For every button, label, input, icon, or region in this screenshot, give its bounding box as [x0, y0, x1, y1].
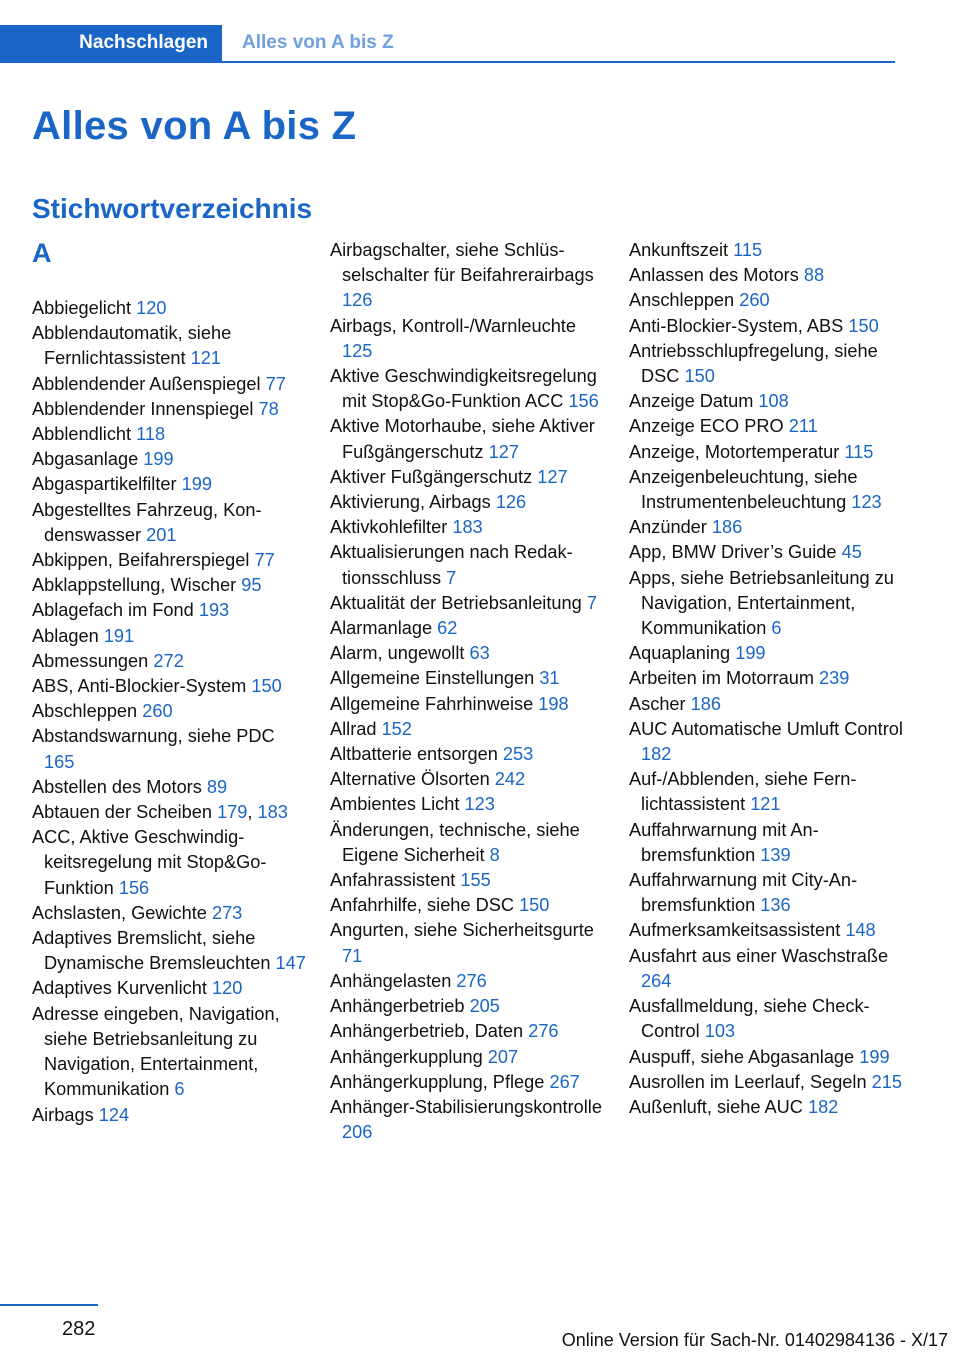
index-entry	[32, 598, 307, 623]
page-link[interactable]: 198	[538, 693, 569, 714]
index-entry-text: Anhängerkupplung	[330, 1046, 483, 1067]
page-link[interactable]: 150	[519, 895, 550, 916]
index-entry	[330, 893, 605, 918]
index-entry	[629, 540, 904, 565]
index-entry-text: Ausfahrt aus einer Waschstraße	[629, 945, 889, 966]
page-link[interactable]: 123	[851, 492, 882, 513]
section-title: Stichwortverzeichnis	[32, 193, 313, 224]
index-entry	[32, 724, 307, 774]
index-entry-text: Achslasten, Gewichte	[32, 902, 207, 923]
page-link[interactable]: 186	[711, 517, 743, 538]
page-link[interactable]: 77	[254, 550, 275, 571]
header-rule	[0, 61, 895, 63]
index-column-2	[330, 238, 605, 1145]
index-entry	[330, 414, 605, 464]
index-entry-text: Aktiver Fußgängerschutz	[330, 466, 533, 487]
index-entry-text: ACC, Aktive Geschwindigkeitsregelung mit Stop&Go-Funktion	[32, 827, 267, 898]
index-entry-text: Anzeige, Motortemperatur	[629, 441, 840, 462]
index-entry	[330, 641, 605, 666]
index-entry-text: Außenluft, siehe AUC	[629, 1096, 803, 1117]
page-link[interactable]: 155	[460, 870, 491, 891]
index-entry-text: AUC Automatische Umluft Control	[629, 718, 903, 739]
index-entry-text: Auffahrwarnung mit Anbremsfunktion	[629, 819, 819, 865]
index-entry-text: Anhängerbetrieb	[330, 996, 465, 1017]
index-entry	[330, 994, 605, 1019]
page-number: 282	[62, 1318, 96, 1340]
index-entry	[629, 263, 904, 288]
page-link[interactable]: 201	[146, 524, 177, 545]
page-title: Alles von A bis Z	[32, 104, 357, 148]
index-entry-text: Ambientes Licht	[330, 794, 460, 815]
index-entry	[629, 1070, 904, 1095]
index-entry-text: Aktivkohlefilter	[330, 517, 448, 538]
index-entry-text: Abblendender Außenspiegel	[32, 373, 261, 394]
index-entry-text: Airbagschalter, siehe Schlüsselschalter für Beifahrerairbags	[330, 240, 594, 286]
index-entry	[32, 775, 307, 800]
index-entry	[32, 624, 307, 649]
index-entry-text: Abschleppen	[32, 701, 138, 722]
index-entry-text: ABS, Anti-Blockier-System	[32, 676, 247, 697]
page-link[interactable]: 125	[342, 340, 373, 361]
index-entry	[330, 1045, 605, 1070]
page-link[interactable]: 147	[275, 953, 306, 974]
index-entry	[629, 465, 904, 515]
page-link[interactable]: 88	[803, 265, 825, 286]
index-entry	[629, 566, 904, 642]
index-entry	[32, 699, 307, 724]
index-entry-text: Apps, siehe Betriebsanleitung zu Navigation, Entertainment, Kommunikation	[629, 567, 894, 639]
index-entry-text: Anti-Blockier-System, ABS	[629, 315, 844, 336]
page-link[interactable]: 253	[502, 744, 534, 765]
page-link[interactable]: 272	[153, 650, 184, 671]
page-link[interactable]: 6	[771, 618, 782, 639]
page-link[interactable]: 63	[469, 643, 490, 664]
page-link[interactable]: 121	[190, 348, 221, 369]
index-column-1	[32, 238, 307, 1128]
index-entry	[330, 238, 605, 314]
index-entry-text: Anfahrhilfe, siehe DSC	[330, 895, 514, 916]
index-entry-text: Antriebsschlupfregelung, siehe DSC	[629, 340, 878, 387]
tab-alles-von-a-bis-z[interactable]	[242, 25, 394, 61]
index-entry	[629, 1095, 904, 1120]
index-entry	[629, 666, 904, 691]
page-link[interactable]: 260	[739, 290, 770, 311]
page-link[interactable]: 103	[704, 1021, 736, 1042]
page-link[interactable]: 77	[265, 373, 286, 394]
index-entry-text: Aktualisierungen nach Redaktionsschluss	[330, 542, 573, 588]
page-link[interactable]: 7	[586, 592, 597, 613]
index-entry	[32, 498, 307, 548]
index-entry	[330, 692, 605, 717]
index-entry	[629, 1045, 904, 1070]
index-entry	[629, 314, 904, 339]
page-link[interactable]: 120	[211, 978, 243, 999]
page-link[interactable]: 179	[217, 802, 248, 823]
page-link[interactable]: 148	[845, 920, 876, 941]
index-entry-text: Abkippen, Beifahrerspiegel	[32, 550, 250, 571]
page-link[interactable]: 150	[848, 315, 879, 336]
index-entry	[330, 792, 605, 817]
page-link[interactable]: 186	[690, 693, 722, 714]
index-entry	[32, 674, 307, 699]
page-link[interactable]: 115	[733, 240, 763, 260]
page-link[interactable]: 191	[103, 625, 135, 646]
index-entry-text: Anhängelasten	[330, 970, 452, 991]
page-link[interactable]: 7	[446, 567, 457, 588]
index-entry	[32, 649, 307, 674]
index-entry-text: Abblendlicht	[32, 424, 132, 445]
index-entry-text: Angurten, siehe Sicherheitsgurte	[330, 920, 594, 941]
page-link[interactable]: 45	[841, 542, 862, 563]
index-entry: Abtauen der Scheiben 179, 183	[32, 802, 288, 823]
index-entry-text: Anzeigenbeleuchtung, siehe Instrumentenbeleuchtung	[629, 466, 858, 513]
page-link[interactable]: 118	[136, 424, 166, 445]
index-entry-text: Abmessungen	[32, 650, 149, 671]
index-entry-text: Anzünder	[629, 517, 707, 538]
page-link[interactable]: 127	[488, 441, 519, 462]
index-entry	[32, 447, 307, 472]
page-link[interactable]: 139	[760, 844, 791, 865]
index-entry	[629, 238, 904, 263]
index-entry-text: Ausrollen im Leerlauf, Segeln	[629, 1071, 867, 1092]
page-link[interactable]: 260	[142, 701, 173, 722]
index-entry-text: Abstellen des Motors	[32, 776, 202, 797]
page-link[interactable]: 89	[206, 776, 228, 797]
footer-online-version: Online Version für Sach-Nr. 01402984136 - X/17	[561, 1330, 948, 1350]
index-entry	[330, 717, 605, 742]
page-link[interactable]: 182	[807, 1096, 839, 1117]
index-entry-text: Aktive Motorhaube, siehe Aktiver Fußgängerschutz	[330, 416, 595, 462]
index-entry	[32, 422, 307, 447]
page-link[interactable]: 273	[211, 902, 243, 923]
index-entry-text: Abtauen der Scheiben	[32, 802, 212, 823]
index-entry	[330, 742, 605, 767]
index-entry	[32, 926, 307, 976]
index-entry-text: Abgaspartikelfilter	[32, 474, 177, 495]
page-link[interactable]: 78	[258, 398, 279, 419]
index-entry-text: Anzeige ECO PRO	[629, 416, 784, 437]
index-entry	[629, 868, 904, 918]
index-entry	[32, 296, 307, 321]
index-entry-text: Anschleppen	[629, 290, 735, 311]
index-entry-text: Aktivierung, Airbags	[330, 492, 491, 513]
index-column-3	[629, 238, 904, 1120]
index-entry	[629, 994, 904, 1044]
index-entry-text: Alarmanlage	[330, 618, 433, 639]
page-link[interactable]: 156	[568, 391, 599, 412]
index-entry-text: Aquaplaning	[629, 643, 731, 664]
index-entry-text: Ablagen	[32, 625, 99, 646]
index-entry-text: Aktive Geschwindigkeitsregelung mit Stop&Go-Funktion ACC	[330, 366, 597, 412]
index-entry	[330, 918, 605, 968]
index-entry	[629, 389, 904, 414]
index-entry-text: Abstandswarnung, siehe PDC	[32, 726, 275, 747]
page-link[interactable]: 239	[819, 668, 850, 689]
page-link[interactable]: 8	[489, 844, 500, 865]
page-link[interactable]: 264	[641, 970, 672, 991]
page-link[interactable]: 6	[174, 1079, 185, 1100]
index-entry-text: Allgemeine Fahrhinweise	[330, 693, 534, 714]
index-entry	[330, 1070, 605, 1095]
index-entry-text: Abbiegelicht	[32, 298, 132, 318]
index-entry	[32, 1002, 307, 1103]
header-tabbar	[0, 25, 895, 63]
index-entry-text: Allgemeine Einstellungen	[330, 668, 535, 689]
index-entry	[32, 472, 307, 497]
index-entry	[330, 515, 605, 540]
index-entry-text: Anhänger-Stabilisierungskontrolle	[330, 1096, 602, 1117]
index-entry-text: Anzeige Datum	[629, 391, 754, 412]
page-link[interactable]: 211	[788, 416, 818, 437]
index-entry-text: Auffahrwarnung mit City-Anbremsfunktion	[629, 870, 858, 916]
index-entry	[32, 573, 307, 598]
index-entry	[330, 364, 605, 414]
index-entry	[629, 692, 904, 717]
index-entry	[629, 339, 904, 389]
index-entry-text: Adresse eingeben, Navigation, siehe Betriebsanleitung zu Navigation, Entertainment, Kommunikation	[32, 1003, 280, 1100]
index-entry	[32, 548, 307, 573]
page-link[interactable]: 182	[641, 744, 672, 765]
index-entry-text: Abklappstellung, Wischer	[32, 575, 237, 596]
page-link[interactable]: 205	[469, 996, 500, 1017]
index-entry	[629, 918, 904, 943]
index-entry-text: Änderungen, technische, siehe Eigene Sicherheit	[330, 819, 580, 865]
page-link[interactable]: 267	[549, 1071, 580, 1092]
page-link[interactable]: 215	[871, 1071, 903, 1092]
index-entry-text: Allrad	[330, 718, 377, 739]
index-entry-text: Alarm, ungewollt	[330, 643, 465, 664]
page-link[interactable]: 150	[251, 676, 282, 697]
index-entry	[330, 818, 605, 868]
page-link[interactable]: 183	[452, 517, 483, 538]
index-entry	[330, 591, 605, 616]
index-entry-text: Ausfallmeldung, siehe Check-Control	[629, 996, 870, 1042]
page-link[interactable]: 136	[760, 895, 791, 916]
page-link[interactable]: 183	[257, 802, 288, 823]
index-entry	[330, 767, 605, 792]
tab-nachschlagen-label: Nachschlagen	[79, 32, 208, 53]
index-entry	[629, 944, 904, 994]
index-entry-text: Anlassen des Motors	[629, 265, 799, 286]
index-entry	[330, 540, 605, 590]
page-link[interactable]: 127	[537, 466, 568, 487]
page-link[interactable]: 156	[118, 877, 150, 898]
index-entry-text: Adaptives Kurvenlicht	[32, 978, 207, 999]
index-entry-text: Ascher	[629, 693, 686, 714]
index-entry-text: Auf-/Abblenden, siehe Fernlichtassistent	[629, 769, 857, 815]
page-link[interactable]: 124	[98, 1104, 130, 1125]
page-link[interactable]: 150	[684, 366, 715, 387]
index-entry	[330, 616, 605, 641]
tab-nachschlagen[interactable]	[0, 25, 222, 61]
index-entry	[330, 666, 605, 691]
page-link[interactable]: 31	[539, 668, 560, 689]
page-link[interactable]: 121	[750, 794, 781, 815]
page-link[interactable]: 206	[342, 1122, 373, 1143]
page-link[interactable]: 207	[487, 1046, 519, 1067]
index-entry-text: Aktualität der Betriebsanleitung	[330, 592, 582, 613]
index-entry	[32, 321, 307, 371]
page-link[interactable]: 193	[198, 600, 230, 621]
index-entry-text: Abblendender Innenspiegel	[32, 398, 254, 419]
page-number-rule	[0, 1304, 98, 1306]
index-entry	[629, 440, 904, 465]
page-link[interactable]: 95	[241, 575, 262, 596]
page-link[interactable]: 276	[528, 1021, 559, 1042]
index-entry	[330, 1095, 605, 1145]
page-link[interactable]: 199	[181, 474, 212, 495]
page-link[interactable]: 108	[758, 391, 789, 412]
page-link[interactable]: 199	[143, 449, 174, 470]
index-entry-text: Ablagefach im Fond	[32, 600, 194, 621]
index-entry-text: Abgestelltes Fahrzeug, Kondenswasser	[32, 499, 262, 545]
index-entry-text: Auspuff, siehe Abgasanlage	[629, 1046, 855, 1067]
page-link[interactable]: 126	[495, 492, 527, 513]
tab-alles-label: Alles von A bis Z	[242, 32, 394, 53]
index-entry	[629, 414, 904, 439]
index-entry-text: Aufmerksamkeitsassistent	[629, 920, 841, 941]
page-link[interactable]: 199	[859, 1046, 890, 1067]
index-entry	[330, 868, 605, 893]
index-entry	[629, 288, 904, 313]
index-entry-text: Alternative Ölsorten	[330, 769, 490, 790]
index-entry-text: Abgasanlage	[32, 449, 139, 470]
index-entry	[32, 1103, 307, 1128]
page-link[interactable]: 71	[342, 945, 363, 966]
index-entry-text: Adaptives Bremslicht, siehe Dynamische Bremsleuchten	[32, 928, 271, 974]
page-link[interactable]: 165	[44, 751, 75, 772]
index-entry	[330, 314, 605, 364]
index-entry	[629, 717, 904, 767]
index-entry	[330, 969, 605, 994]
page-link[interactable]: 120	[136, 298, 167, 318]
index-entry	[330, 465, 605, 490]
index-entry	[32, 372, 307, 397]
index-entry	[330, 1019, 605, 1044]
index-entry-text: Arbeiten im Motorraum	[629, 668, 814, 689]
index-entry-text: App, BMW Driver’s Guide	[629, 542, 837, 563]
index-entry	[629, 515, 904, 540]
index-letter: A	[32, 238, 52, 268]
index-entry-text: Anfahrassistent	[330, 870, 456, 891]
index-entry	[32, 397, 307, 422]
index-entry-text: Anhängerkupplung, Pflege	[330, 1071, 545, 1092]
index-entry-text: Airbags, Kontroll-/Warnleuchte	[330, 315, 576, 336]
index-entry-text: Abblendautomatik, siehe Fernlichtassistent	[32, 323, 232, 369]
index-entry	[629, 818, 904, 868]
index-entry-text: Anhängerbetrieb, Daten	[330, 1021, 524, 1042]
index-entry-text: Airbags	[32, 1104, 94, 1125]
index-entry-text: Ankunftszeit	[629, 240, 729, 260]
page-link[interactable]: 242	[494, 769, 526, 790]
page-link[interactable]: 152	[381, 718, 412, 739]
index-entry	[32, 825, 307, 901]
index-entry-text: Altbatterie entsorgen	[330, 744, 498, 765]
page-link[interactable]: 115	[844, 441, 874, 462]
page-link[interactable]: 199	[735, 643, 766, 664]
page-link[interactable]: 123	[464, 794, 495, 815]
index-entry	[629, 767, 904, 817]
index-entry	[32, 976, 307, 1001]
index-entry	[330, 490, 605, 515]
index-entry	[32, 901, 307, 926]
page-link[interactable]: 62	[437, 618, 458, 639]
page-link[interactable]: 276	[456, 970, 487, 991]
index-entry	[629, 641, 904, 666]
page-link[interactable]: 126	[342, 290, 373, 311]
